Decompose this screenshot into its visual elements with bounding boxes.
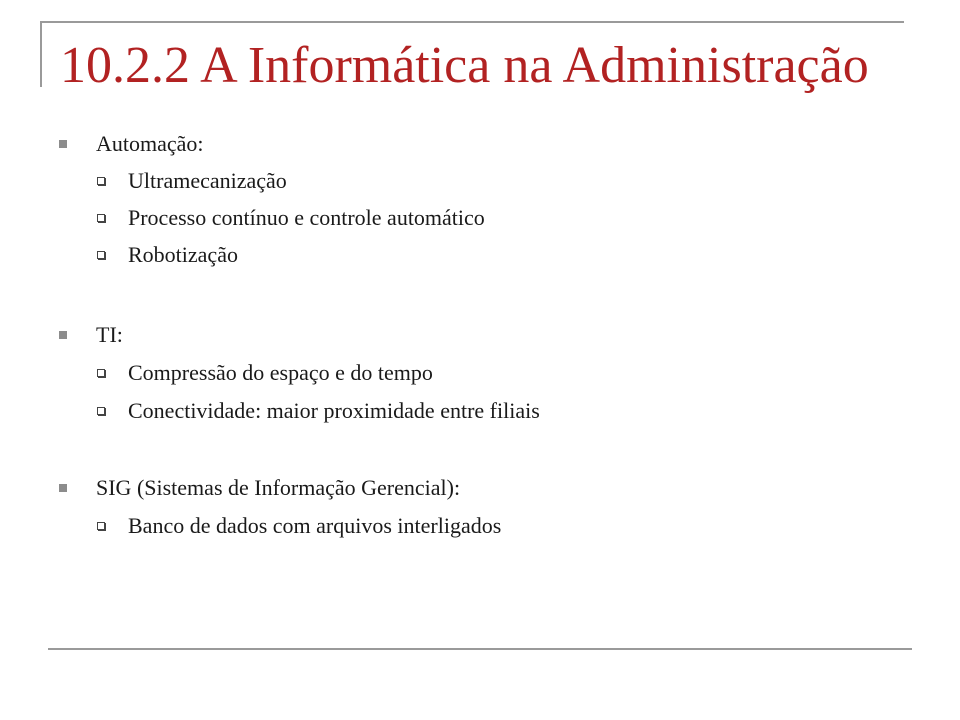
section-heading-ti: TI:: [96, 322, 123, 347]
square-bullet-icon: [59, 331, 67, 339]
list-item: Ultramecanização: [128, 168, 287, 193]
list-item: Compressão do espaço e do tempo: [128, 360, 433, 385]
section-heading-automacao: Automação:: [96, 131, 204, 156]
list-item: Processo contínuo e controle automático: [128, 205, 485, 230]
list-item: Robotização: [128, 242, 238, 267]
bottom-border-rule: [48, 648, 912, 650]
hollow-square-bullet-icon: [97, 177, 105, 185]
slide-title: 10.2.2 A Informática na Administração: [60, 37, 869, 94]
square-bullet-icon: [59, 140, 67, 148]
hollow-square-bullet-icon: [97, 522, 105, 530]
list-item: Banco de dados com arquivos interligados: [128, 513, 502, 538]
square-bullet-icon: [59, 484, 67, 492]
list-item: Conectividade: maior proximidade entre filiais: [128, 398, 540, 423]
hollow-square-bullet-icon: [97, 369, 105, 377]
hollow-square-bullet-icon: [97, 214, 105, 222]
section-heading-sig: SIG (Sistemas de Informação Gerencial):: [96, 475, 461, 500]
hollow-square-bullet-icon: [97, 251, 105, 259]
hollow-square-bullet-icon: [97, 407, 105, 415]
